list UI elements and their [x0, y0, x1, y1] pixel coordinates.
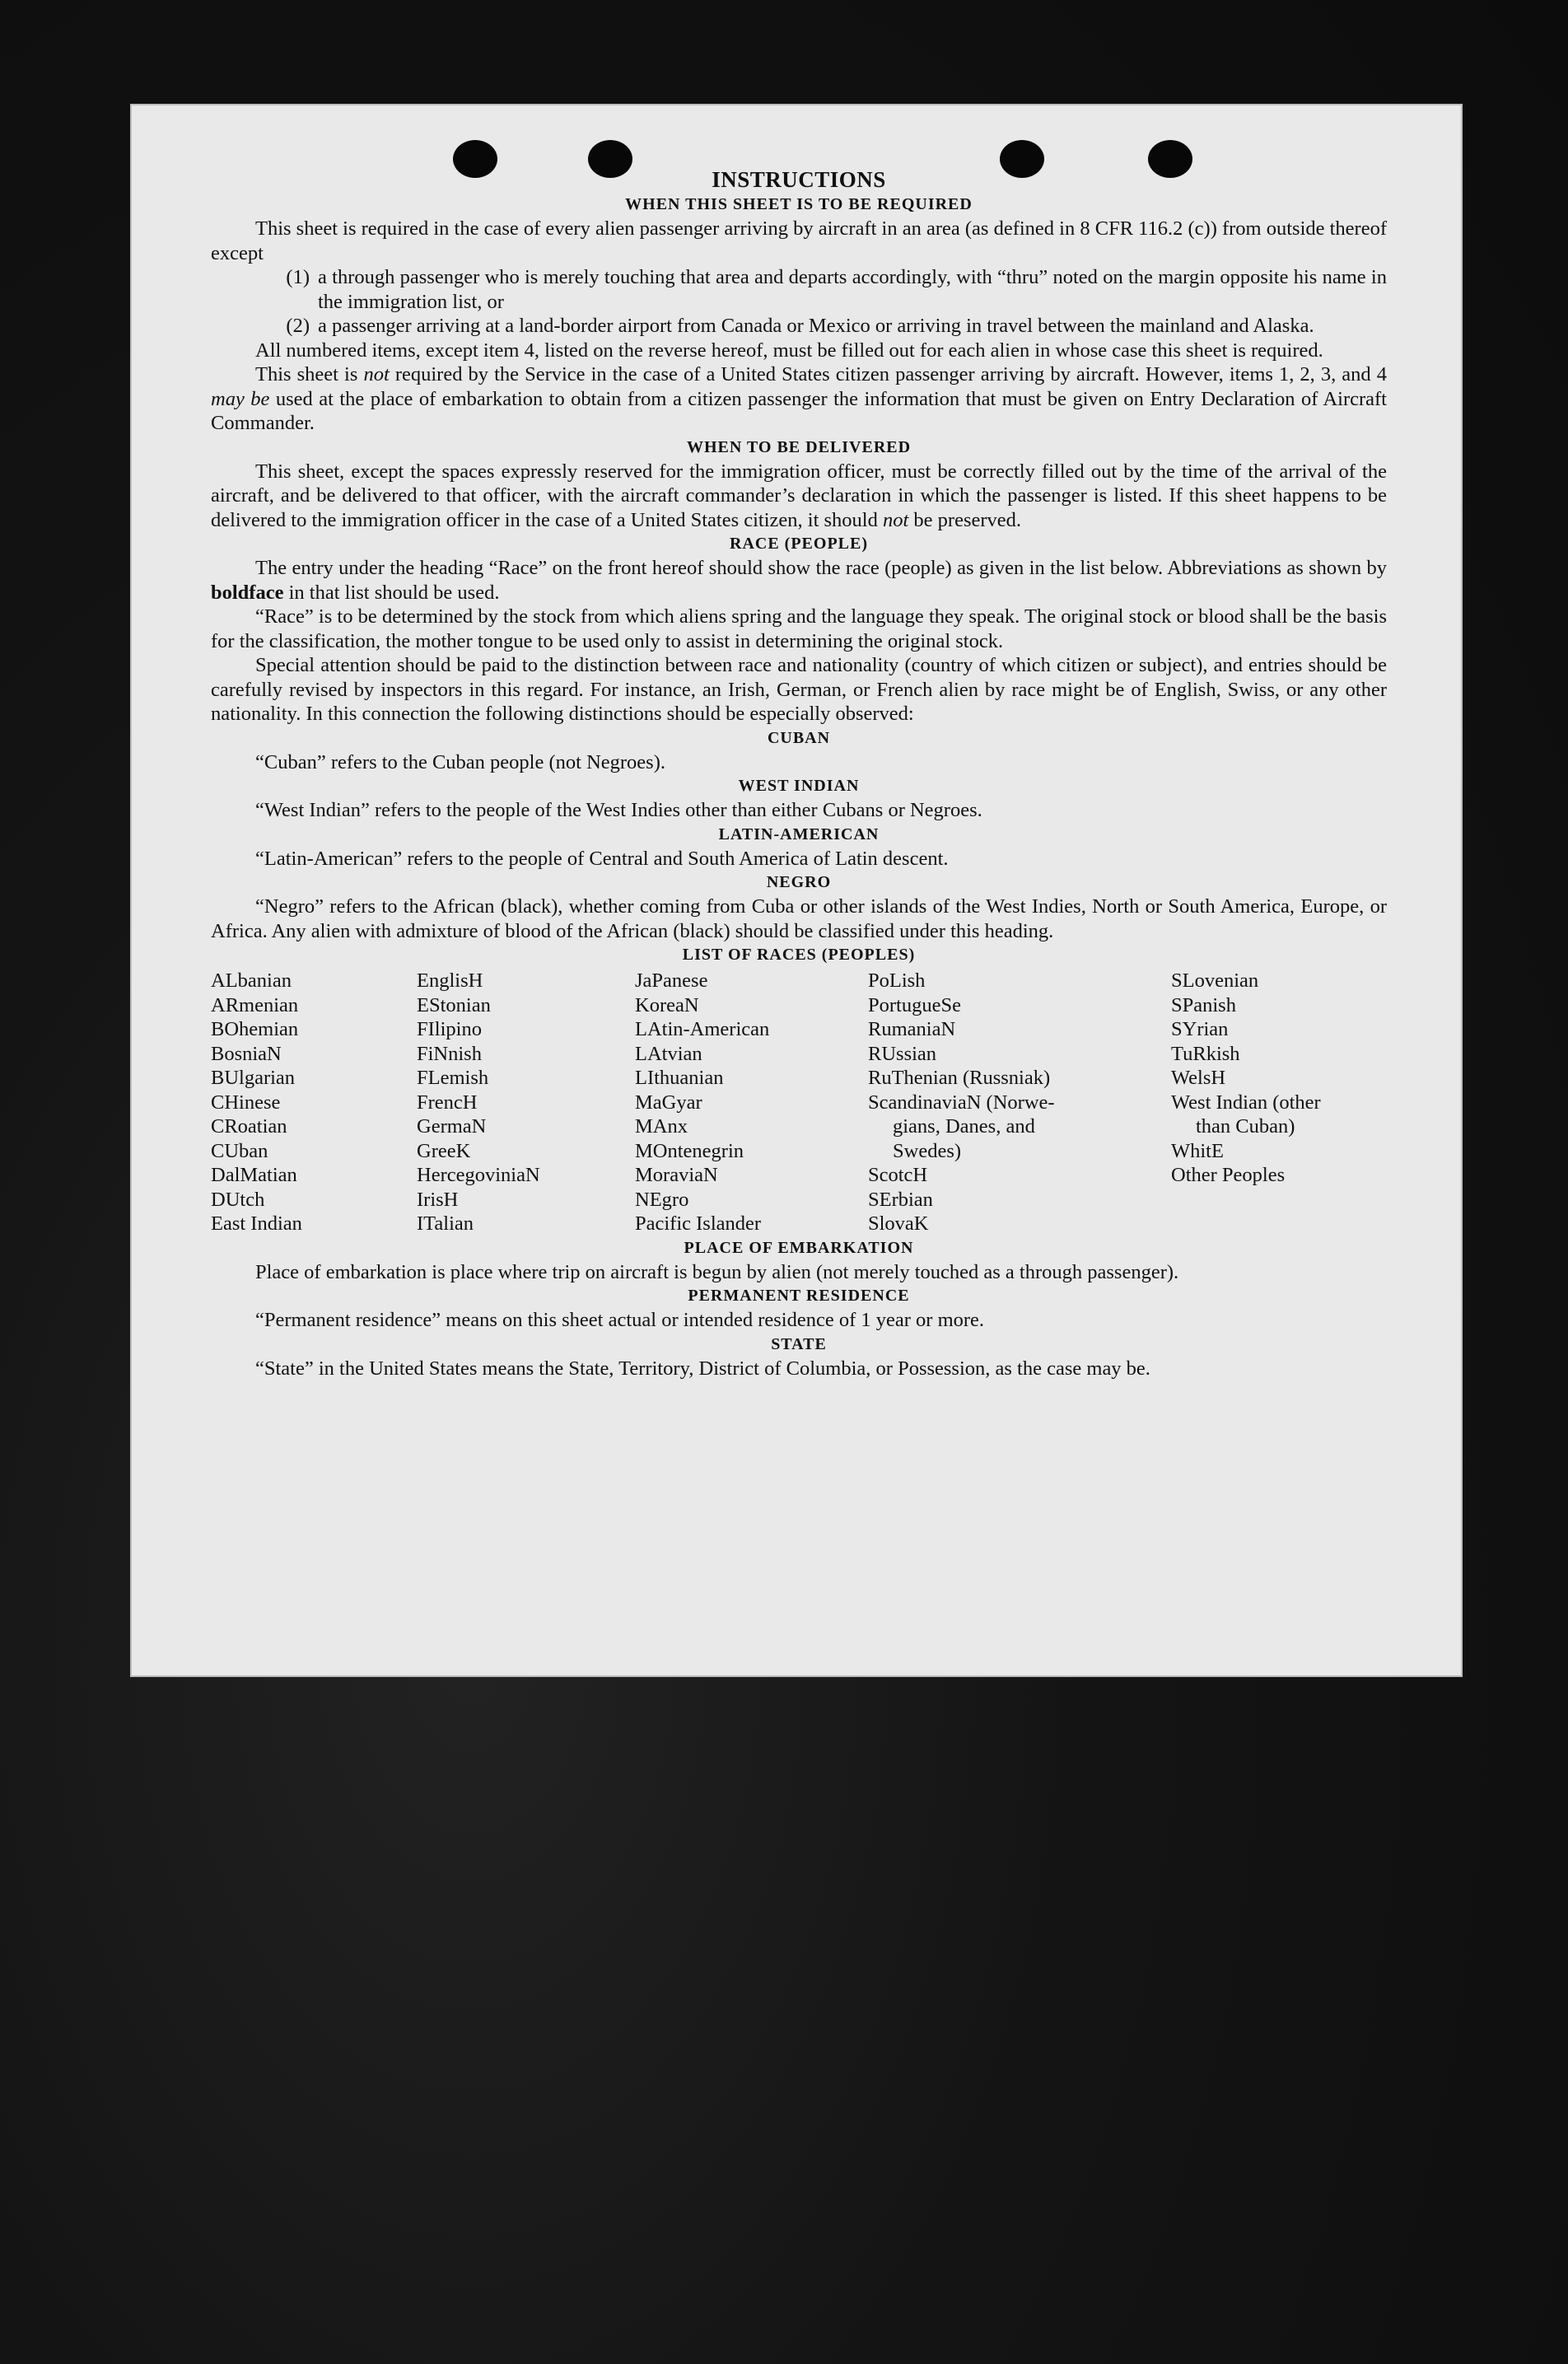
race-entry: RuThenian (Russniak)	[868, 1067, 1051, 1089]
paragraph: “Latin-American” refers to the people of Central and South America of Latin descent.	[255, 847, 949, 870]
race-entry: HercegoviniaN	[417, 1164, 540, 1186]
race-column	[211, 969, 417, 1236]
race-column	[868, 969, 1171, 1236]
race-entry: EnglisH	[417, 969, 483, 992]
race-entry: RumaniaN	[868, 1018, 956, 1040]
race-entry: Pacific Islander	[635, 1212, 762, 1235]
heading-race: RACE (PEOPLE)	[730, 535, 868, 553]
race-entry: GreeK	[417, 1139, 471, 1162]
paragraph: “West Indian” refers to the people of the West Indies other than either Cubans or Negroes.	[255, 799, 982, 821]
heading-cuban: CUBAN	[767, 728, 831, 747]
race-entry: TuRkish	[1171, 1042, 1240, 1065]
list-item: (2) a passenger arriving at a land-border airport from Canada or Mexico or arriving in travel between the mainland and Alaska.	[286, 315, 1314, 337]
paragraph: “Cuban” refers to the Cuban people (not Negroes).	[255, 750, 665, 773]
heading-state: STATE	[771, 1334, 827, 1353]
race-entry: FLemish	[417, 1067, 489, 1089]
paragraph: “State” in the United States means the State, Territory, District of Columbia, or Possession, as the case may be.	[255, 1357, 1150, 1380]
race-entry: MaGyar	[635, 1091, 702, 1114]
race-column	[635, 969, 868, 1236]
paragraph: Special attention should be paid to the distinction between race and nationality (country of which citizen or subject), and entries should be carefully revised by inspectors in this regard. For instance, an Irish, German, or French alien by race might be of English, Swiss, or any other nationality. In this connection the following distinctions should be especially observed:	[211, 654, 1387, 725]
race-entry: FrencH	[417, 1091, 478, 1114]
race-entry: ScandinaviaN (Norwe-	[868, 1091, 1055, 1114]
race-entry: than Cuban)	[1196, 1115, 1295, 1138]
race-entry: CHinese	[211, 1091, 281, 1114]
race-entry: PoLish	[868, 969, 926, 992]
race-entry: EStonian	[417, 993, 491, 1016]
race-entry: BOhemian	[211, 1018, 299, 1040]
race-entry: gians, Danes, and	[893, 1115, 1035, 1138]
race-entry: WhitE	[1171, 1139, 1224, 1162]
race-entry: PortugueSe	[868, 993, 961, 1016]
race-entry: BUlgarian	[211, 1067, 296, 1089]
race-entry: GermaN	[417, 1115, 487, 1138]
race-column	[417, 969, 635, 1236]
paragraph: All numbered items, except item 4, listed on the reverse hereof, must be filled out for each alien in whose case this sheet is required.	[255, 339, 1323, 362]
race-entry: East Indian	[211, 1212, 302, 1235]
race-entry: MOntenegrin	[635, 1139, 744, 1162]
heading-list-of-races: LIST OF RACES (PEOPLES)	[682, 946, 916, 964]
paragraph: “Race” is to be determined by the stock from which aliens spring and the language they speak. The original stock or blood shall be the basis for the classification, the mother tongue to be used only to assist in determining the original stock.	[211, 605, 1387, 652]
race-entry: DUtch	[211, 1188, 265, 1211]
paragraph: This sheet is required in the case of every alien passenger arriving by aircraft in an area (as defined in 8 CFR 116.2 (c)) from outside thereof except	[211, 217, 1387, 264]
heading-latin-american: LATIN-AMERICAN	[718, 825, 880, 843]
race-entry: ScotcH	[868, 1164, 928, 1186]
instruction-sheet	[130, 104, 1463, 1677]
race-entry: West Indian (other	[1171, 1091, 1321, 1114]
race-entry: NEgro	[635, 1188, 689, 1211]
race-entry: ITalian	[417, 1212, 474, 1235]
paragraph: “Negro” refers to the African (black), whether coming from Cuba or other islands of the West Indies, North or South America, Europe, or Africa. Any alien with admixture of blood of the African (black) should be classified under this heading.	[211, 895, 1387, 942]
race-column	[1171, 969, 1387, 1236]
race-entry: WelsH	[1171, 1067, 1226, 1089]
race-entry: KoreaN	[635, 993, 699, 1016]
document-title: INSTRUCTIONS	[712, 167, 886, 192]
race-entry: MoraviaN	[635, 1164, 718, 1186]
race-entry: SErbian	[868, 1188, 933, 1211]
race-entry: ARmenian	[211, 993, 299, 1016]
race-entry: ALbanian	[211, 969, 292, 992]
heading-embarkation: PLACE OF EMBARKATION	[684, 1238, 914, 1257]
paragraph: “Permanent residence” means on this sheet actual or intended residence of 1 year or more.	[255, 1309, 985, 1331]
race-entry: SYrian	[1171, 1018, 1229, 1040]
race-list	[211, 969, 1387, 1236]
instructions-content	[211, 166, 1387, 1381]
race-entry: Swedes)	[893, 1139, 962, 1162]
race-entry: CRoatian	[211, 1115, 287, 1138]
race-entry: SlovaK	[868, 1212, 929, 1235]
paragraph: The entry under the heading “Race” on the front hereof should show the race (people) as given in the list below. Abbreviations as shown by boldface in that list should be used.	[211, 557, 1387, 604]
race-entry: LAtvian	[635, 1042, 702, 1065]
heading-negro: NEGRO	[766, 873, 832, 891]
race-entry: FIlipino	[417, 1018, 482, 1040]
race-entry: MAnx	[635, 1115, 688, 1138]
race-entry: BosniaN	[211, 1042, 282, 1065]
race-entry: JaPanese	[635, 969, 708, 992]
race-entry: CUban	[211, 1139, 268, 1162]
race-entry: RUssian	[868, 1042, 937, 1065]
heading-west-indian: WEST INDIAN	[738, 777, 860, 795]
heading-permanent-residence: PERMANENT RESIDENCE	[688, 1287, 910, 1305]
race-entry: SPanish	[1171, 993, 1236, 1016]
race-entry: LAtin-American	[635, 1018, 770, 1040]
race-entry: DalMatian	[211, 1164, 297, 1186]
heading-when-required: WHEN THIS SHEET IS TO BE REQUIRED	[625, 195, 973, 213]
paragraph: Place of embarkation is place where trip on aircraft is begun by alien (not merely touched as a through passenger).	[255, 1260, 1179, 1283]
race-entry: SLovenian	[1171, 969, 1259, 992]
list-item: (1) a through passenger who is merely touching that area and departs accordingly, with “thru” noted on the margin opposite his name in the immigration list, or	[286, 266, 1387, 313]
race-entry: LIthuanian	[635, 1067, 724, 1089]
race-entry: Other Peoples	[1171, 1164, 1286, 1186]
paragraph: This sheet is not required by the Service in the case of a United States citizen passenger arriving by aircraft. However, items 1, 2, 3, and 4 may be used at the place of embarkation to obtain from a citizen passenger the information that must be given on Entry Declaration of Aircraft Commander.	[211, 363, 1388, 434]
heading-when-delivered: WHEN TO BE DELIVERED	[686, 437, 912, 456]
race-entry: FiNnish	[417, 1042, 482, 1065]
paragraph: This sheet, except the spaces expressly reserved for the immigration officer, must be correctly filled out by the time of the arrival of the aircraft, and be delivered to that officer, with the aircraft commander’s declaration in which the passenger is listed. If this sheet happens to be delivered to the immigration officer in the case of a United States citizen, it should not be preserved.	[211, 460, 1387, 531]
race-entry: IrisH	[417, 1188, 459, 1211]
